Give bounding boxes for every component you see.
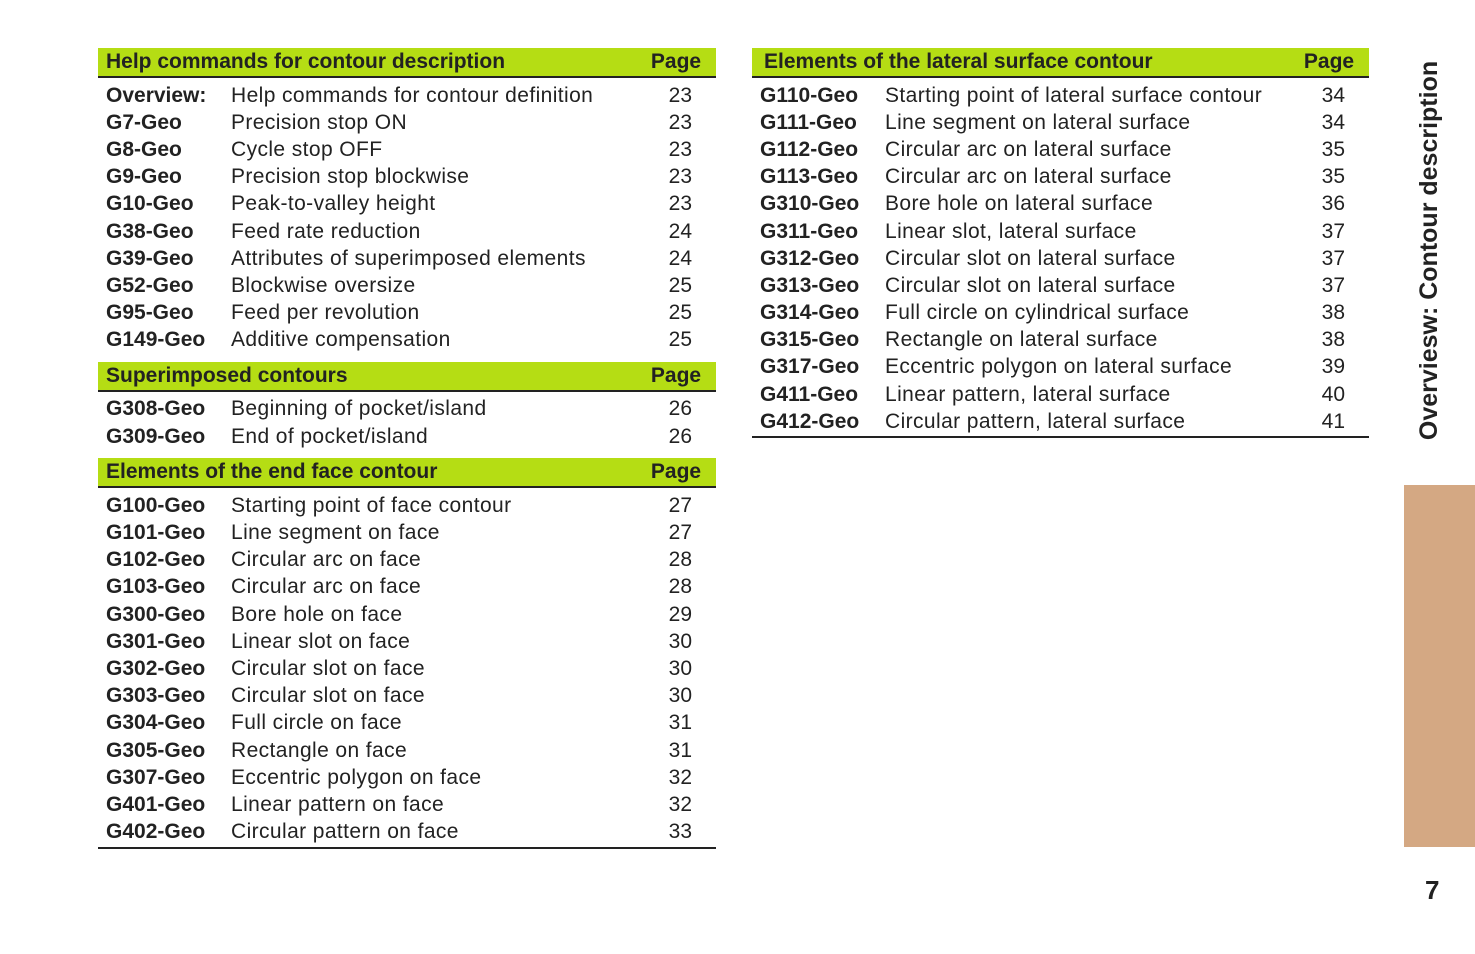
command-description: Full circle on cylindrical surface xyxy=(885,301,1190,325)
command-description: Circular arc on lateral surface xyxy=(885,137,1172,161)
table-row xyxy=(98,272,716,299)
page-ref: 24 xyxy=(668,219,692,243)
command-code: G100-Geo xyxy=(106,493,206,517)
page-ref: 38 xyxy=(1321,328,1345,352)
command-code: G7-Geo xyxy=(106,110,182,134)
command-code: G39-Geo xyxy=(106,246,194,270)
command-description: Cycle stop OFF xyxy=(231,137,383,161)
page-ref: 31 xyxy=(668,711,692,735)
command-code: G111-Geo xyxy=(760,110,857,134)
command-code: G402-Geo xyxy=(106,820,206,844)
command-code: G110-Geo xyxy=(760,83,859,107)
table-row xyxy=(752,381,1369,408)
page-ref: 35 xyxy=(1321,165,1345,189)
table-row xyxy=(98,327,716,354)
right-column xyxy=(752,48,1369,438)
page-ref: 33 xyxy=(668,820,692,844)
page-ref: 40 xyxy=(1321,382,1345,406)
table-row xyxy=(752,408,1369,435)
sidebar-title: Overviesw: Contour description xyxy=(1415,60,1444,440)
command-description: Linear slot, lateral surface xyxy=(885,219,1137,243)
table-row xyxy=(98,819,716,846)
command-description: Additive compensation xyxy=(231,328,451,352)
command-description: Circular slot on face xyxy=(231,656,425,680)
command-code: G310-Geo xyxy=(760,192,860,216)
page-column-label: Page xyxy=(1303,50,1355,73)
command-code: G300-Geo xyxy=(106,602,206,626)
table-row xyxy=(752,327,1369,354)
command-description: Circular arc on lateral surface xyxy=(885,165,1172,189)
command-code: G307-Geo xyxy=(106,765,206,789)
section-header xyxy=(752,48,1369,78)
table-row xyxy=(98,109,716,136)
table-row xyxy=(752,191,1369,218)
page-ref: 28 xyxy=(668,548,692,572)
page-ref: 25 xyxy=(668,328,692,352)
command-description: Attributes of superimposed elements xyxy=(231,246,586,270)
page-ref: 30 xyxy=(668,656,692,680)
page-column-label: Page xyxy=(650,460,702,484)
command-description: Circular slot on lateral surface xyxy=(885,273,1176,297)
table-row xyxy=(752,354,1369,381)
command-code: G113-Geo xyxy=(760,165,859,189)
command-description: Blockwise oversize xyxy=(231,273,416,297)
command-description: Starting point of lateral surface contour xyxy=(885,83,1263,107)
command-code: G102-Geo xyxy=(106,548,206,572)
command-code: G302-Geo xyxy=(106,656,206,680)
table-row xyxy=(752,300,1369,327)
section-header xyxy=(98,48,716,78)
table-row xyxy=(98,601,716,628)
page-ref: 23 xyxy=(668,165,692,189)
table-row xyxy=(98,519,716,546)
page-number: 7 xyxy=(1425,875,1440,905)
page-ref: 26 xyxy=(668,397,692,421)
command-code: G38-Geo xyxy=(106,219,194,243)
command-description: Eccentric polygon on lateral surface xyxy=(885,355,1233,379)
command-code: G314-Geo xyxy=(760,301,860,325)
end-face-section xyxy=(98,458,716,848)
table-row xyxy=(752,272,1369,299)
table-row xyxy=(98,492,716,519)
lateral-section xyxy=(752,48,1369,438)
command-code: G8-Geo xyxy=(106,137,182,161)
page-ref: 29 xyxy=(668,602,692,626)
command-description: Circular arc on face xyxy=(231,548,422,572)
command-code: G101-Geo xyxy=(106,521,206,545)
page-ref: 37 xyxy=(1321,273,1345,297)
command-code: G52-Geo xyxy=(106,273,194,297)
command-description: Circular slot on lateral surface xyxy=(885,246,1176,270)
table-row xyxy=(98,791,716,818)
command-description: Precision stop ON xyxy=(231,110,408,134)
page-ref: 34 xyxy=(1321,110,1345,134)
superimposed-rows xyxy=(98,392,716,450)
page-ref: 30 xyxy=(668,684,692,708)
command-code: G412-Geo xyxy=(760,409,860,433)
command-description: Eccentric polygon on face xyxy=(231,765,482,789)
table-row xyxy=(98,737,716,764)
table-row xyxy=(98,655,716,682)
page-ref: 32 xyxy=(668,765,692,789)
command-description: Bore hole on face xyxy=(231,602,403,626)
page-ref: 23 xyxy=(668,110,692,134)
table-row xyxy=(98,300,716,327)
command-description: End of pocket/island xyxy=(231,424,429,448)
table-row xyxy=(98,218,716,245)
page-ref: 39 xyxy=(1321,355,1345,379)
page-ref: 25 xyxy=(668,301,692,325)
section-title: Elements of the lateral surface contour xyxy=(764,50,1153,73)
table-row xyxy=(752,164,1369,191)
page-ref: 24 xyxy=(668,246,692,270)
command-code: G312-Geo xyxy=(760,246,860,270)
command-description: Circular pattern on face xyxy=(231,820,459,844)
section-title: Superimposed contours xyxy=(106,363,348,387)
page-ref: 38 xyxy=(1321,301,1345,325)
page-ref: 37 xyxy=(1321,219,1345,243)
command-code: G309-Geo xyxy=(106,424,206,448)
command-code: G112-Geo xyxy=(760,137,859,161)
table-row xyxy=(752,136,1369,163)
command-code: G315-Geo xyxy=(760,328,860,352)
table-row xyxy=(98,423,716,450)
command-description: Peak-to-valley height xyxy=(231,192,436,216)
table-row xyxy=(98,396,716,423)
page-ref: 32 xyxy=(668,792,692,816)
page-ref: 23 xyxy=(668,192,692,216)
page-ref: 37 xyxy=(1321,246,1345,270)
table-row xyxy=(752,82,1369,109)
command-description: Linear pattern, lateral surface xyxy=(885,382,1171,406)
page-ref: 27 xyxy=(668,521,692,545)
page-ref: 26 xyxy=(668,424,692,448)
command-description: Linear pattern on face xyxy=(231,792,445,816)
command-description: Beginning of pocket/island xyxy=(231,397,487,421)
command-code: G305-Geo xyxy=(106,738,206,762)
left-column xyxy=(98,48,716,849)
command-description: Linear slot on face xyxy=(231,629,411,653)
section-header xyxy=(98,458,716,488)
superimposed-section xyxy=(98,362,716,450)
table-row xyxy=(98,764,716,791)
page-ref: 28 xyxy=(668,575,692,599)
command-code: G313-Geo xyxy=(760,273,860,297)
table-row xyxy=(98,710,716,737)
command-code: G9-Geo xyxy=(106,165,182,189)
sidebar-title-wrap xyxy=(1400,40,1460,460)
command-description: Rectangle on face xyxy=(231,738,408,762)
table-row xyxy=(98,136,716,163)
table-row xyxy=(98,574,716,601)
command-code: Overview: xyxy=(106,83,207,107)
command-code: G304-Geo xyxy=(106,711,206,735)
command-description: Bore hole on lateral surface xyxy=(885,192,1154,216)
chapter-tab xyxy=(1404,485,1475,847)
help-rows xyxy=(98,78,716,354)
page-ref: 30 xyxy=(668,629,692,653)
lateral-rows xyxy=(752,78,1369,438)
page-column-label: Page xyxy=(650,363,702,387)
page-column-label: Page xyxy=(650,50,702,73)
command-description: Full circle on face xyxy=(231,711,402,735)
command-description: Starting point of face contour xyxy=(231,493,512,517)
command-description: Help commands for contour definition xyxy=(231,83,594,107)
command-description: Rectangle on lateral surface xyxy=(885,328,1158,352)
command-code: G308-Geo xyxy=(106,397,206,421)
help-commands-section xyxy=(98,48,716,354)
table-row xyxy=(752,218,1369,245)
table-row xyxy=(752,245,1369,272)
page-ref: 31 xyxy=(668,738,692,762)
page-ref: 25 xyxy=(668,273,692,297)
command-code: G401-Geo xyxy=(106,792,206,816)
command-description: Line segment on face xyxy=(231,521,440,545)
command-description: Feed rate reduction xyxy=(231,219,421,243)
page-ref: 23 xyxy=(668,137,692,161)
command-description: Line segment on lateral surface xyxy=(885,110,1191,134)
command-code: G103-Geo xyxy=(106,575,206,599)
table-row xyxy=(98,683,716,710)
table-row xyxy=(98,628,716,655)
page-ref: 23 xyxy=(668,83,692,107)
page-ref: 34 xyxy=(1321,83,1345,107)
table-row xyxy=(752,109,1369,136)
section-title: Elements of the end face contour xyxy=(106,460,438,484)
page-ref: 41 xyxy=(1321,409,1345,433)
table-row xyxy=(98,245,716,272)
command-description: Circular pattern, lateral surface xyxy=(885,409,1186,433)
table-row xyxy=(98,164,716,191)
page-ref: 35 xyxy=(1321,137,1345,161)
command-code: G149-Geo xyxy=(106,328,206,352)
command-code: G317-Geo xyxy=(760,355,860,379)
command-code: G301-Geo xyxy=(106,629,206,653)
page-ref: 27 xyxy=(668,493,692,517)
command-code: G95-Geo xyxy=(106,301,194,325)
command-code: G311-Geo xyxy=(760,219,859,243)
command-description: Circular arc on face xyxy=(231,575,422,599)
command-description: Feed per revolution xyxy=(231,301,420,325)
section-header xyxy=(98,362,716,392)
command-code: G411-Geo xyxy=(760,382,859,406)
command-description: Precision stop blockwise xyxy=(231,165,470,189)
end-face-rows xyxy=(98,488,716,848)
table-row xyxy=(98,191,716,218)
command-description: Circular slot on face xyxy=(231,684,425,708)
page-ref: 36 xyxy=(1321,192,1345,216)
table-row xyxy=(98,82,716,109)
command-code: G303-Geo xyxy=(106,684,206,708)
command-code: G10-Geo xyxy=(106,192,194,216)
section-title: Help commands for contour description xyxy=(106,50,506,73)
table-row xyxy=(98,547,716,574)
